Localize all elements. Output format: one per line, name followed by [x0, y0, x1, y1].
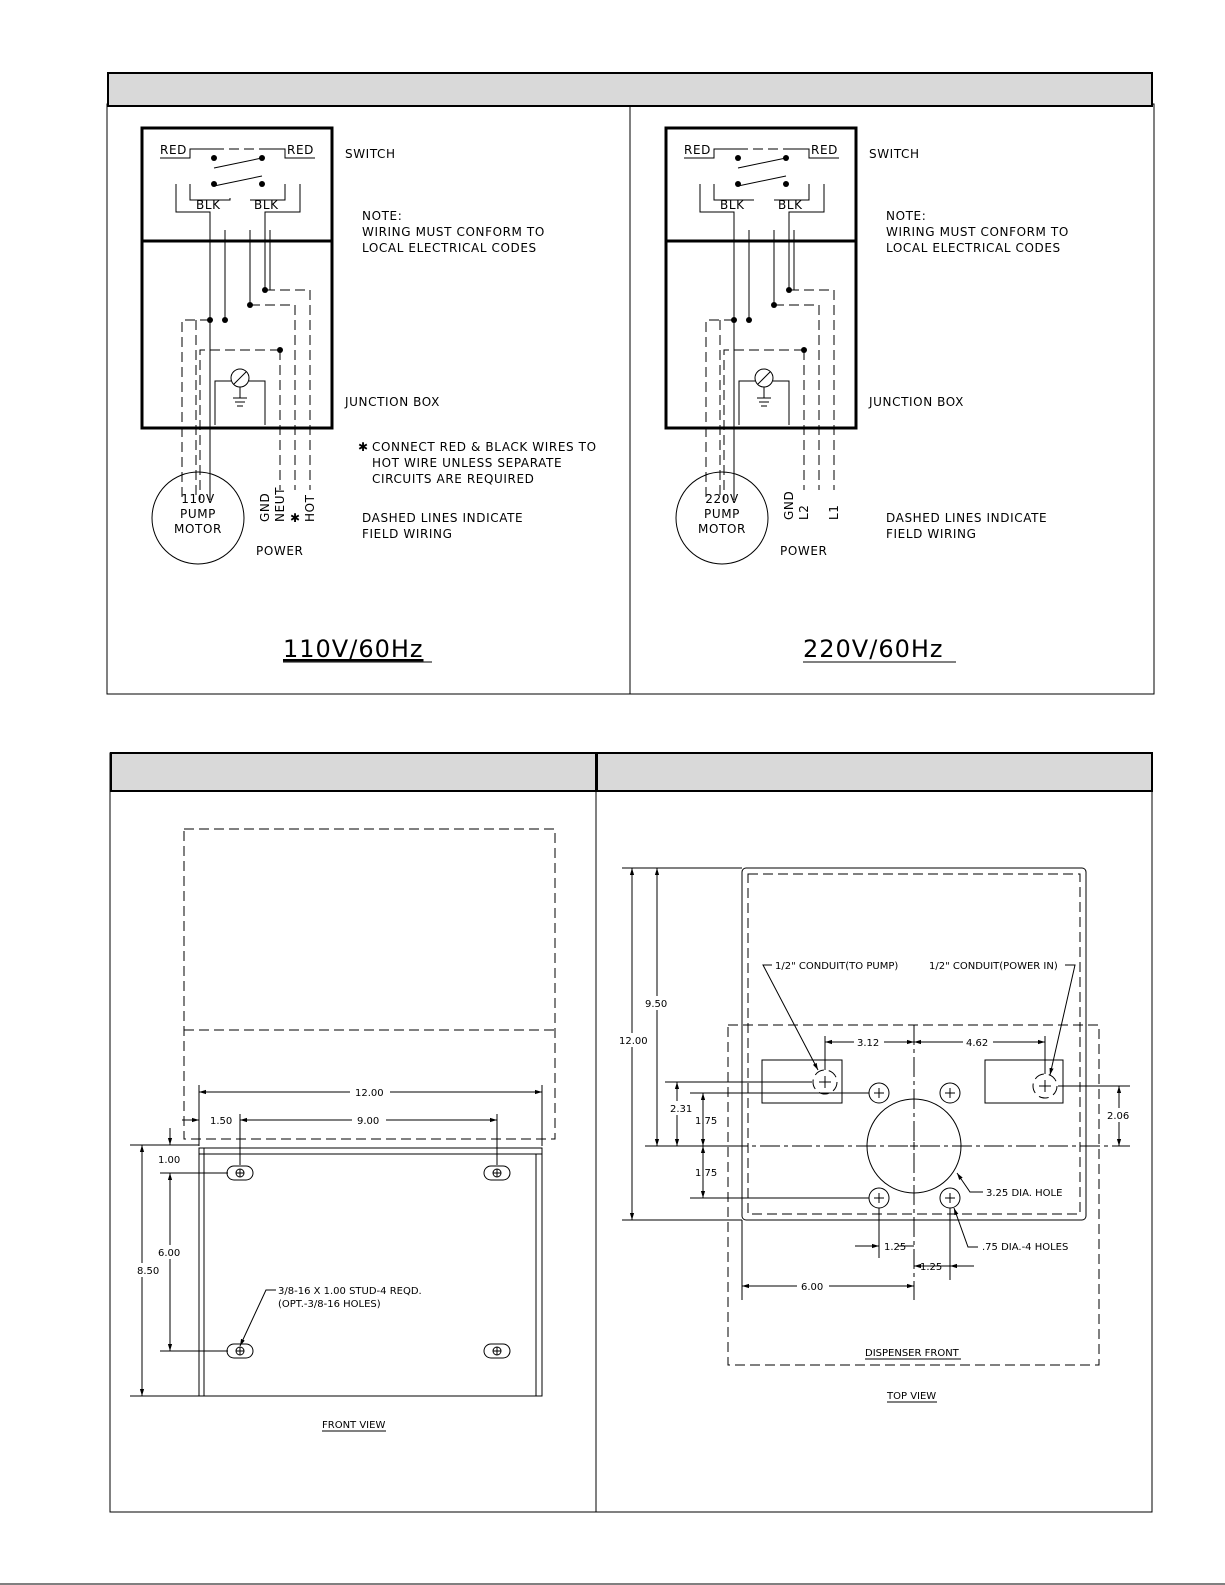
motor-label: MOTOR	[698, 522, 746, 536]
wire-label-red: RED	[811, 143, 838, 157]
dim-overall-width: 12.00	[355, 1088, 384, 1099]
lead-label-l2: L2	[797, 504, 811, 520]
power-label: POWER	[780, 544, 828, 558]
wire-label-blk: BLK	[778, 198, 803, 212]
lead-label-hot: HOT	[303, 494, 317, 522]
stud-note-line: 3/8-16 X 1.00 STUD-4 REQD.	[278, 1286, 422, 1297]
dim-600: 6.00	[801, 1282, 824, 1293]
wiring-panel-110v	[142, 128, 597, 663]
note-line: LOCAL ELECTRICAL CODES	[886, 241, 1061, 255]
stud	[484, 1344, 510, 1358]
star-note-line: CIRCUITS ARE REQUIRED	[372, 472, 535, 486]
wire-label-blk: BLK	[720, 198, 745, 212]
star-note-line: HOT WIRE UNLESS SEPARATE	[372, 456, 563, 470]
stud-note-line: (OPT.-3/8-16 HOLES)	[278, 1299, 381, 1310]
front-view-caption: FRONT VIEW	[322, 1420, 386, 1431]
dim-231: 2.31	[670, 1104, 693, 1115]
star-symbol: ✱	[358, 440, 369, 454]
dim-950: 9.50	[645, 999, 668, 1010]
lead-label-l1: L1	[827, 504, 841, 520]
wire-label-blk: BLK	[196, 198, 221, 212]
small-hole	[940, 1083, 960, 1103]
junction-box	[142, 241, 332, 428]
small-holes-label: .75 DIA.-4 HOLES	[982, 1242, 1069, 1253]
top-view-caption: TOP VIEW	[887, 1391, 937, 1402]
wire-label-red: RED	[160, 143, 187, 157]
dim-125-right: 1.25	[920, 1262, 943, 1273]
mounting-section	[110, 753, 1152, 1512]
note-line: WIRING MUST CONFORM TO	[362, 225, 545, 239]
top-view-header-bar	[597, 753, 1152, 791]
note-title: NOTE:	[362, 209, 403, 223]
dim-125-left: 1.25	[884, 1242, 907, 1253]
note-line: WIRING MUST CONFORM TO	[886, 225, 1069, 239]
wiring-section	[107, 73, 1154, 694]
star-symbol: ✱	[290, 511, 301, 525]
star-note-line: CONNECT RED & BLACK WIRES TO	[372, 440, 597, 454]
motor-label: 220V	[705, 492, 739, 506]
wire-label-blk: BLK	[254, 198, 279, 212]
note-line: LOCAL ELECTRICAL CODES	[362, 241, 537, 255]
junction-box	[666, 241, 856, 428]
conduit-pump-label: 1/2" CONDUIT(TO PUMP)	[775, 961, 899, 972]
lead-label-neut: NEUT	[273, 486, 287, 522]
dashed-note-line: DASHED LINES INDICATE	[886, 511, 1048, 525]
small-hole	[869, 1188, 889, 1208]
junction-box-front	[199, 1148, 542, 1396]
small-hole	[869, 1083, 889, 1103]
dashed-note-line: DASHED LINES INDICATE	[362, 511, 524, 525]
conduit-power-box	[985, 1060, 1063, 1103]
dim-stud-spacing-h: 9.00	[357, 1116, 380, 1127]
dim-462: 4.62	[966, 1038, 989, 1049]
front-view-header-bar	[111, 753, 596, 791]
small-hole	[940, 1188, 960, 1208]
wiring-header-bar	[108, 73, 1152, 106]
stud	[484, 1166, 510, 1180]
dashed-note-line: FIELD WIRING	[886, 527, 977, 541]
stud	[227, 1344, 253, 1358]
large-hole-label: 3.25 DIA. HOLE	[986, 1188, 1063, 1199]
motor-label: PUMP	[179, 507, 217, 521]
power-label: POWER	[256, 544, 304, 558]
dim-175-lower: 1.75	[695, 1168, 718, 1179]
dim-175-upper: 1.75	[695, 1116, 718, 1127]
switch-label: SWITCH	[869, 147, 920, 161]
voltage-label: 220V/60Hz	[803, 635, 944, 663]
stud	[227, 1166, 253, 1180]
motor-label: 110V	[181, 492, 215, 506]
lead-label-gnd: GND	[258, 492, 272, 522]
wire-label-red: RED	[684, 143, 711, 157]
top-view-drawing	[619, 868, 1133, 1402]
switch-label: SWITCH	[345, 147, 396, 161]
dim-206: 2.06	[1107, 1111, 1130, 1122]
lead-label-gnd: GND	[782, 490, 796, 520]
wiring-panel-220v	[666, 128, 1069, 663]
dim-stud-spacing-v: 6.00	[158, 1248, 181, 1259]
front-view-drawing	[130, 829, 555, 1431]
dashed-note-line: FIELD WIRING	[362, 527, 453, 541]
dim-top-offset: 1.00	[158, 1155, 181, 1166]
junction-box-label: JUNCTION BOX	[345, 395, 440, 409]
dim-overall-height: 8.50	[137, 1266, 160, 1277]
mounting-frame	[110, 753, 1152, 1512]
motor-label: PUMP	[703, 507, 741, 521]
junction-box-label: JUNCTION BOX	[869, 395, 964, 409]
dim-edge-offset: 1.50	[210, 1116, 233, 1127]
dim-1200: 12.00	[619, 1036, 648, 1047]
motor-label: MOTOR	[174, 522, 222, 536]
note-title: NOTE:	[886, 209, 927, 223]
wire-label-red: RED	[287, 143, 314, 157]
voltage-label: 110V/60Hz	[283, 635, 424, 663]
conduit-power-label: 1/2" CONDUIT(POWER IN)	[929, 961, 1058, 972]
dispenser-front-label: DISPENSER FRONT	[865, 1348, 959, 1359]
dim-312: 3.12	[857, 1038, 880, 1049]
